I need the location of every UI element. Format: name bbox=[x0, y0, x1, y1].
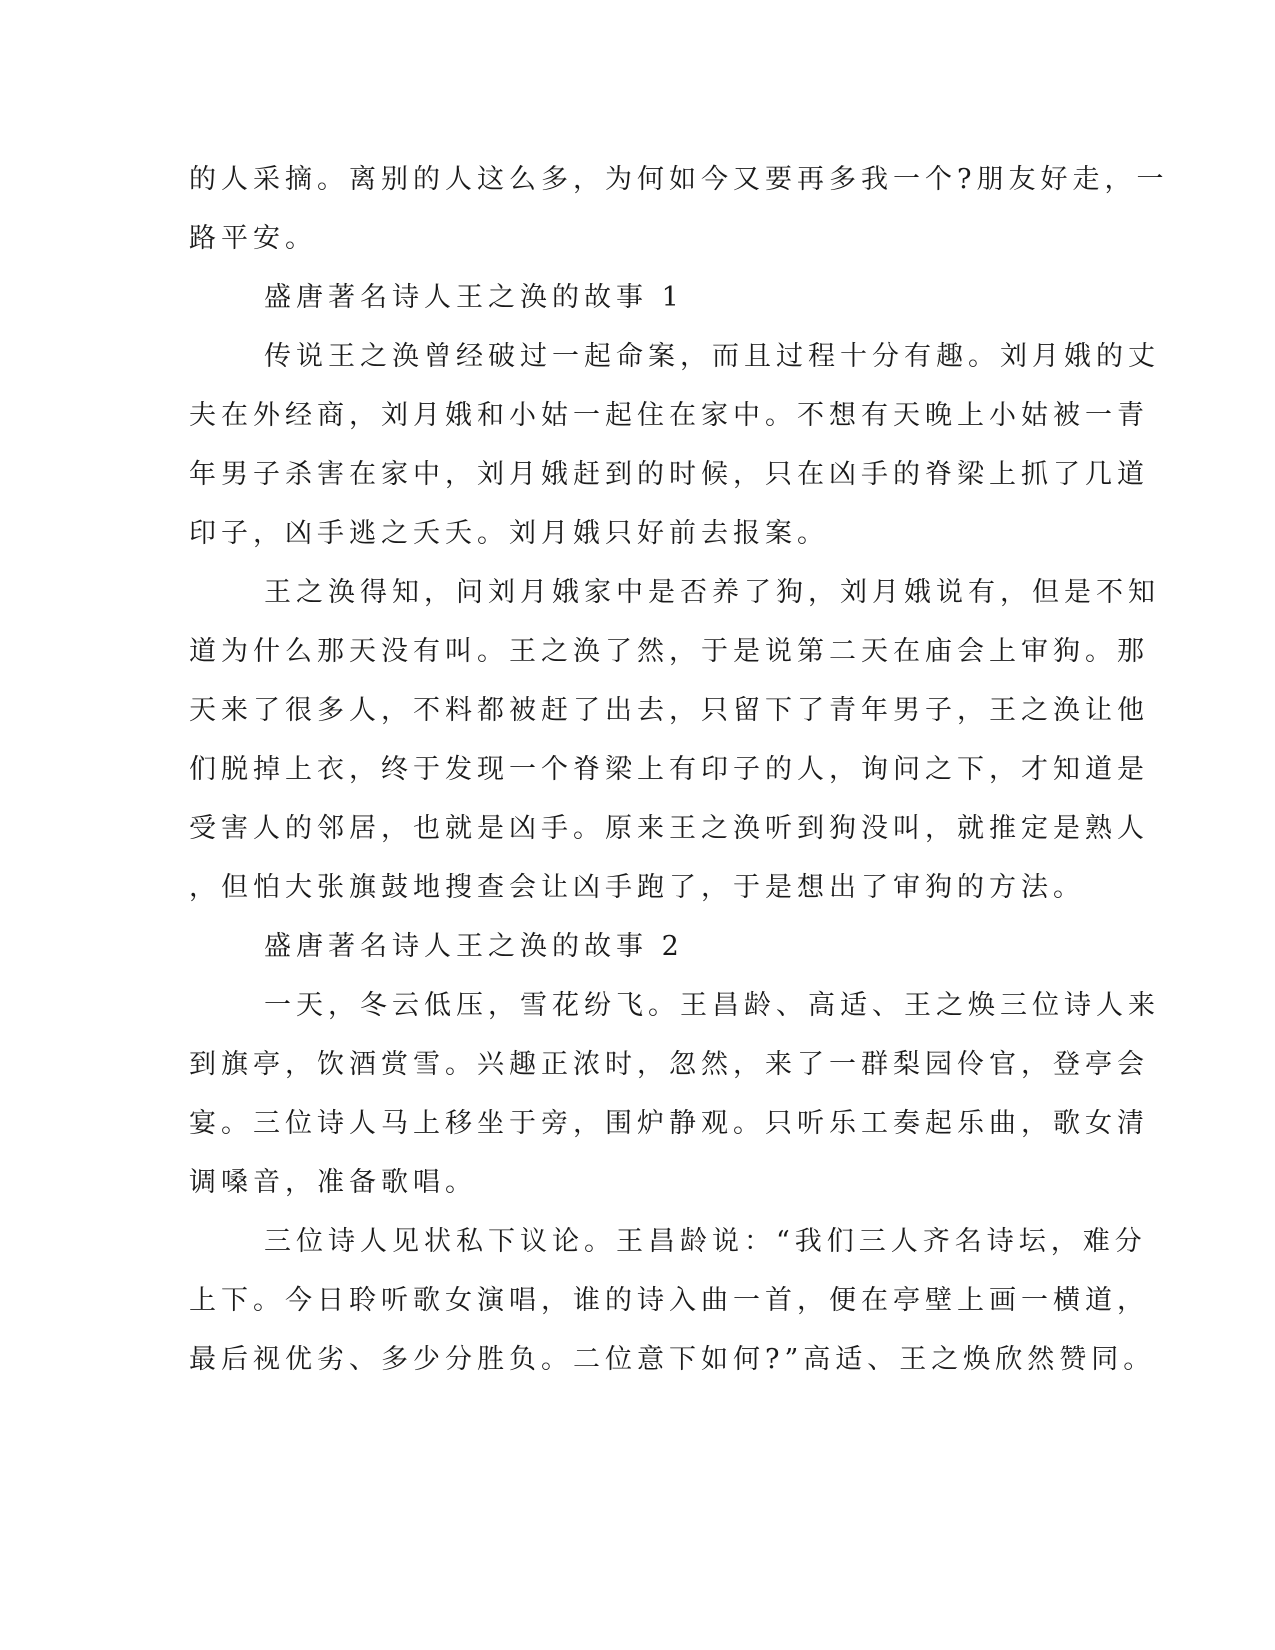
text-line: 印子，凶手逃之夭夭。刘月娥只好前去报案。 bbox=[189, 518, 829, 549]
text-line: 年男子杀害在家中，刘月娥赶到的时候，只在凶手的脊梁上抓了几道 bbox=[189, 459, 1149, 490]
text-line: 路平安。 bbox=[189, 223, 317, 254]
text-line: 传说王之涣曾经破过一起命案，而且过程十分有趣。刘月娥的丈 bbox=[264, 341, 1160, 372]
text-line: 夫在外经商，刘月娥和小姑一起住在家中。不想有天晚上小姑被一青 bbox=[189, 400, 1149, 431]
text-line: 上下。今日聆听歌女演唱，谁的诗入曲一首，便在亭壁上画一横道， bbox=[189, 1285, 1149, 1316]
text-line: 王之涣得知，问刘月娥家中是否养了狗，刘月娥说有，但是不知 bbox=[264, 577, 1160, 608]
text-line: 受害人的邻居，也就是凶手。原来王之涣听到狗没叫，就推定是熟人 bbox=[189, 813, 1149, 844]
text-line: 的人采摘。离别的人这么多，为何如今又要再多我一个?朋友好走，一 bbox=[189, 164, 1169, 195]
text-line: 道为什么那天没有叫。王之涣了然，于是说第二天在庙会上审狗。那 bbox=[189, 636, 1149, 667]
section-heading: 盛唐著名诗人王之涣的故事 1 bbox=[264, 282, 684, 313]
text-line: 一天，冬云低压，雪花纷飞。王昌龄、高适、王之焕三位诗人来 bbox=[264, 990, 1160, 1021]
text-line: 三位诗人见状私下议论。王昌龄说：“我们三人齐名诗坛，难分 bbox=[264, 1226, 1147, 1257]
text-line: 最后视优劣、多少分胜负。二位意下如何?”高适、王之焕欣然赞同。 bbox=[189, 1344, 1156, 1375]
text-line: 宴。三位诗人马上移坐于旁，围炉静观。只听乐工奏起乐曲，歌女清 bbox=[189, 1108, 1149, 1139]
section-heading: 盛唐著名诗人王之涣的故事 2 bbox=[264, 931, 684, 962]
text-line: 调嗓音，准备歌唱。 bbox=[189, 1167, 477, 1198]
text-line: 们脱掉上衣，终于发现一个脊梁上有印子的人，询问之下，才知道是 bbox=[189, 754, 1149, 785]
text-line: 到旗亭，饮酒赏雪。兴趣正浓时，忽然，来了一群梨园伶官，登亭会 bbox=[189, 1049, 1149, 1080]
text-line: 天来了很多人，不料都被赶了出去，只留下了青年男子，王之涣让他 bbox=[189, 695, 1149, 726]
text-line: ，但怕大张旗鼓地搜查会让凶手跑了，于是想出了审狗的方法。 bbox=[189, 872, 1085, 903]
